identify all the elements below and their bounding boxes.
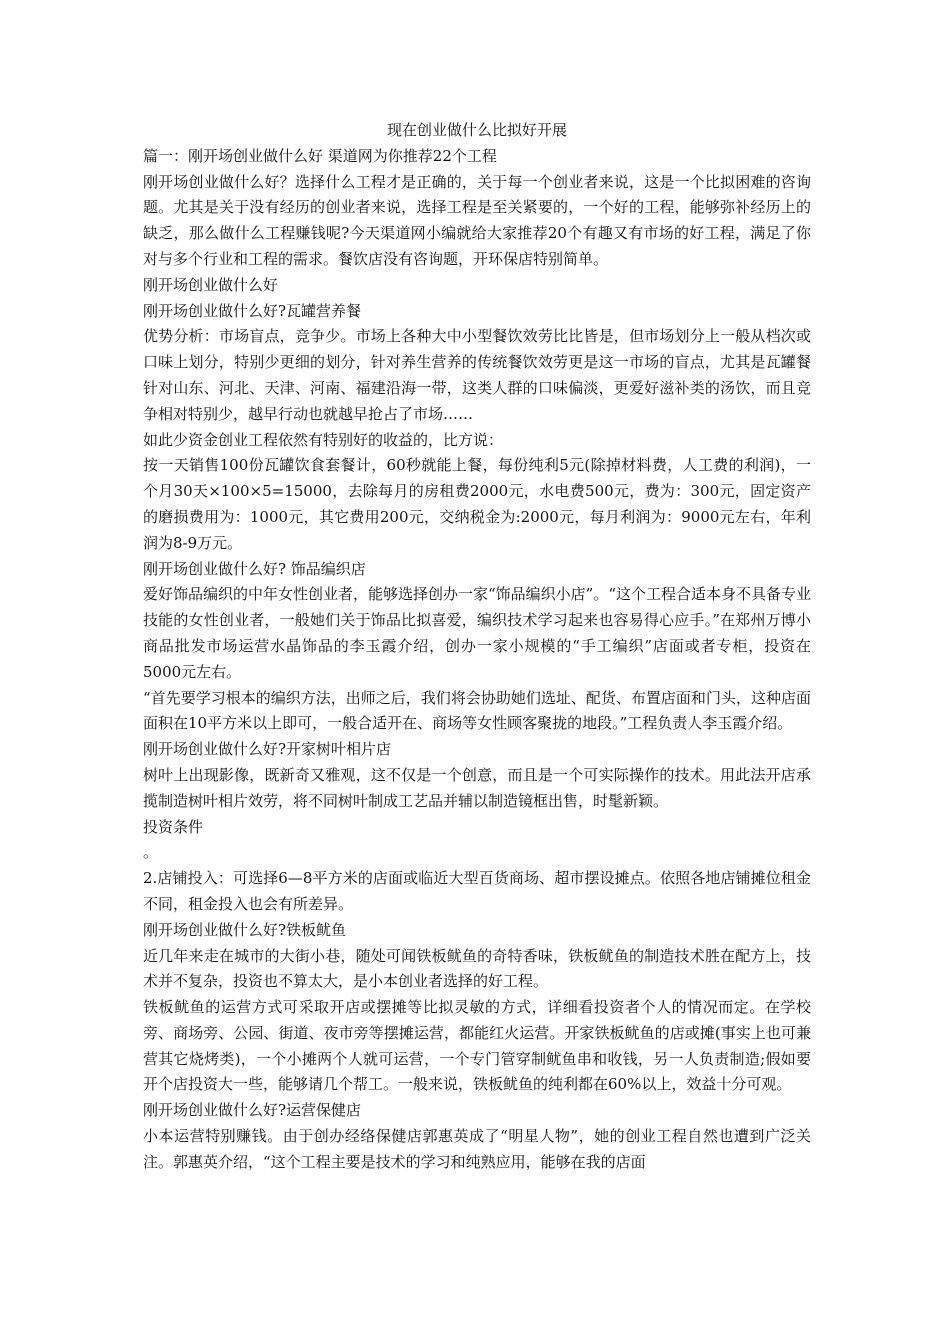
paragraph: 刚开场创业做什么好?运营保健店 <box>143 1101 362 1120</box>
paragraph: 刚开场创业做什么好? 饰品编织店 <box>143 559 366 578</box>
paragraph: 篇一：刚开场创业做什么好 渠道网为你推荐22个工程 <box>143 146 497 165</box>
paragraph: 刚开场创业做什么好?铁板鱿鱼 <box>143 920 347 939</box>
paragraph: 优势分析：市场盲点，竞争少。市场上各种大中小型餐饮效劳比比皆是，但市场划分上一般从档次或口味上划分，特别少更细的划分，针对养生营养的传统餐饮效劳更是这一市场的盲点，尤其是瓦罐餐针对山东、河北、天津、河南、福建沿海一带，这类人群的口味偏淡，更爱好滋补类的汤饮，而且竞争相对特别少，越早行动也就越早抢占了市场…… <box>143 327 811 423</box>
paragraph: 如此少资金创业工程依然有特别好的收益的，比方说： <box>143 430 504 449</box>
paragraph: “首先要学习根本的编织方法，出师之后，我们将会协助她们选址、配货、布置店面和门头，这种店面面积在10平方米以上即可，一般合适开在、商场等女性顾客聚拢的地段。”工程负责人李玉霞介绍。 <box>143 688 811 733</box>
document-body <box>143 144 811 1176</box>
paragraph: 按一天销售100份瓦罐饮食套餐计，60秒就能上餐，每份纯利5元(除掉材料费，人工费的利润)，一个月30天×100×5=15000，去除每月的房租费2000元，水电费500元，费为：300元，固定资产的磨损费用为：1000元，其它费用200元，交纳税金为:2000元，每月利润为：9000元左右，年利润为8-9万元。 <box>143 456 811 552</box>
paragraph: 树叶上出现影像，既新奇又雅观，这不仅是一个创意，而且是一个可实际操作的技术。用此法开店承揽制造树叶相片效劳，将不同树叶制成工艺品并辅以制造镜框出售，时髦新颖。 <box>143 765 811 810</box>
paragraph: 刚开场创业做什么好 <box>143 275 279 294</box>
paragraph: 刚开场创业做什么好?瓦罐营养餐 <box>143 301 362 320</box>
paragraph: 近几年来走在城市的大街小巷，随处可闻铁板鱿鱼的奇特香味，铁板鱿鱼的制造技术胜在配方上，技术并不复杂，投资也不算太大，是小本创业者选择的好工程。 <box>143 946 811 991</box>
paragraph: 小本运营特别赚钱。由于创办经络保健店郭惠英成了“明星人物”，她的创业工程自然也遭到广泛关注。郭惠英介绍，“这个工程主要是技术的学习和纯熟应用，能够在我的店面 <box>143 1127 811 1171</box>
document-page <box>143 118 811 1176</box>
paragraph: 爱好饰品编织的中年女性创业者，能够选择创办一家“饰品编织小店”。“这个工程合适本身不具备专业技能的女性创业者，一般她们关于饰品比拟喜爱，编织技术学习起来也容易得心应手。”在郑州万博小商品批发市场运营水晶饰品的李玉霞介绍，创办一家小规模的“手工编织”店面或者专柜，投资在5000元左右。 <box>143 585 812 681</box>
paragraph: 。 <box>143 843 159 862</box>
paragraph: 2.店铺投入：可选择6—8平方米的店面或临近大型百货商场、超市摆设摊点。依照各地店铺摊位租金不同，租金投入也会有所差异。 <box>143 869 811 913</box>
paragraph: 刚开场创业做什么好?开家树叶相片店 <box>143 740 392 759</box>
paragraph: 刚开场创业做什么好？选择什么工程才是正确的，关于每一个创业者来说，这是一个比拟困难的咨询题。尤其是关于没有经历的创业者来说，选择工程是至关紧要的，一个好的工程，能够弥补经历上的缺乏，那么做什么工程赚钱呢?今天渠道网小编就给大家推荐20个有趣又有市场的好工程，满足了你对与多个行业和工程的需求。餐饮店没有咨询题，开环保店特别简单。 <box>143 172 811 268</box>
paragraph: 铁板鱿鱼的运营方式可采取开店或摆摊等比拟灵敏的方式，详细看投资者个人的情况而定。在学校旁、商场旁、公园、街道、夜市旁等摆摊运营，都能红火运营。开家铁板鱿鱼的店或摊(事实上也可兼营其它烧烤类)，一个小摊两个人就可运营，一个专门管穿制鱿鱼串和收钱，另一人负责制造;假如要开个店投资大一些，能够请几个帮工。一般来说，铁板鱿鱼的纯利都在60%以上，效益十分可观。 <box>143 998 811 1094</box>
paragraph: 投资条件 <box>143 817 204 836</box>
document-title: 现在创业做什么比拟好开展 <box>386 121 567 139</box>
